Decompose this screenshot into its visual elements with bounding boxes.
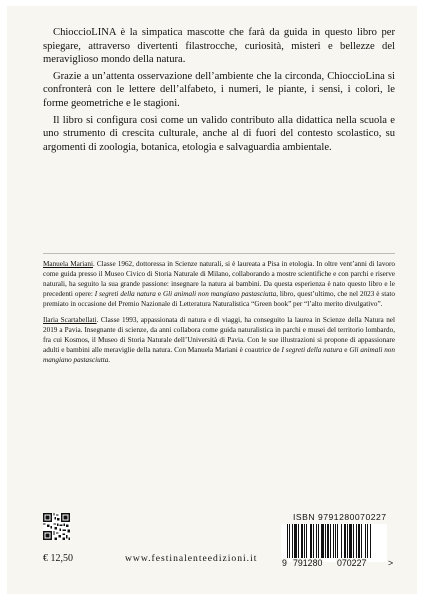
bio-text: . Classe 1993, appassionata di natura e di viaggi, ha conseguito la laurea in Scienze della Natura nel 2019 a Pavia. Insegnante di scienze, da anni collabora come guida naturalistica in parchi e musei del territorio lombardo, fra cui Kosmos, il Museo di Storia Naturale dell’Università di Pavia. Con le sue illustrazioni si propone di appassionare adulti e bambini alle meraviglie della natura. Con Manuela Mariani è coautrice de [43,316,395,354]
bio-text: . Classe 1962, dottoressa in Scienze naturali, si è laureata a Pisa in etologia. In oltre vent’anni di lavoro come guida presso il Museo Civico di Storia Naturale di Milano, collaborando a mostre scientifiche e con parchi e riserve naturali, ha seguito la sua grande passione: insegnare la natura ai bambini. Da questa esperienza è nato questo libro e le precedenti opere: [43,260,395,298]
barcode-icon [281,524,387,562]
book-title: I segreti della natura [94,290,156,298]
barcode-group-1: 791280 [293,558,323,568]
book-title: I segreti della natura [281,346,343,354]
website: www.festinalenteedizioni.it [125,553,258,564]
author-bios [43,259,395,371]
bio-author [43,259,395,309]
back-cover [7,6,417,594]
blurb-paragraph-3: Il libro si configura così come un valido contributo alla didattica nella scuola e uno strumento di crescita culturale, anche al di fuori del contesto scolastico, su argomenti di zoologia, botanica, etologia e salvaguardia ambientale. [43,114,395,153]
bio-text: . [108,356,111,364]
blurb-paragraph-1: ChioccioLINA è la simpatica mascotte che farà da guida in questo libro per spiegare, attraverso divertenti filastrocche, curiosità, misteri e bellezze del meraviglioso mondo della natura. [43,27,395,66]
author-name: Manuela Mariani [43,260,93,268]
divider [43,253,395,254]
bio-illustrator [43,315,395,365]
blurb [43,26,395,157]
bio-text: , libro, quest’ultimo, che nel 2023 è stato premiato in occasione del Premio Nazionale di Letteratura Naturalistica “Green book” per “l’alto merito divulgativo”. [43,290,396,308]
book-title: Gli animali non mangiano pastasciutta [162,290,277,298]
barcode-arrow: > [388,558,394,568]
book-title: Gli animali non mangiano pastasciutta [43,346,395,364]
illustrator-name: Ilaria Scartabellati [43,316,97,324]
bio-text: e [155,290,163,298]
barcode-lead-digit: 9 [282,558,287,568]
barcode-group-2: 070227 [337,558,367,568]
blurb-paragraph-2: Grazie a un’attenta osservazione dell’ambiente che la circonda, ChioccioLina si confronterà con le lettere dell’alfabeto, i numeri, le piante, i sensi, i colori, le forme geometriche e le stagioni. [43,70,395,109]
bio-text: e [342,346,350,354]
isbn-label: ISBN 9791280070227 [293,512,387,522]
price: € 12,50 [43,553,73,564]
qr-code-icon [43,513,70,540]
